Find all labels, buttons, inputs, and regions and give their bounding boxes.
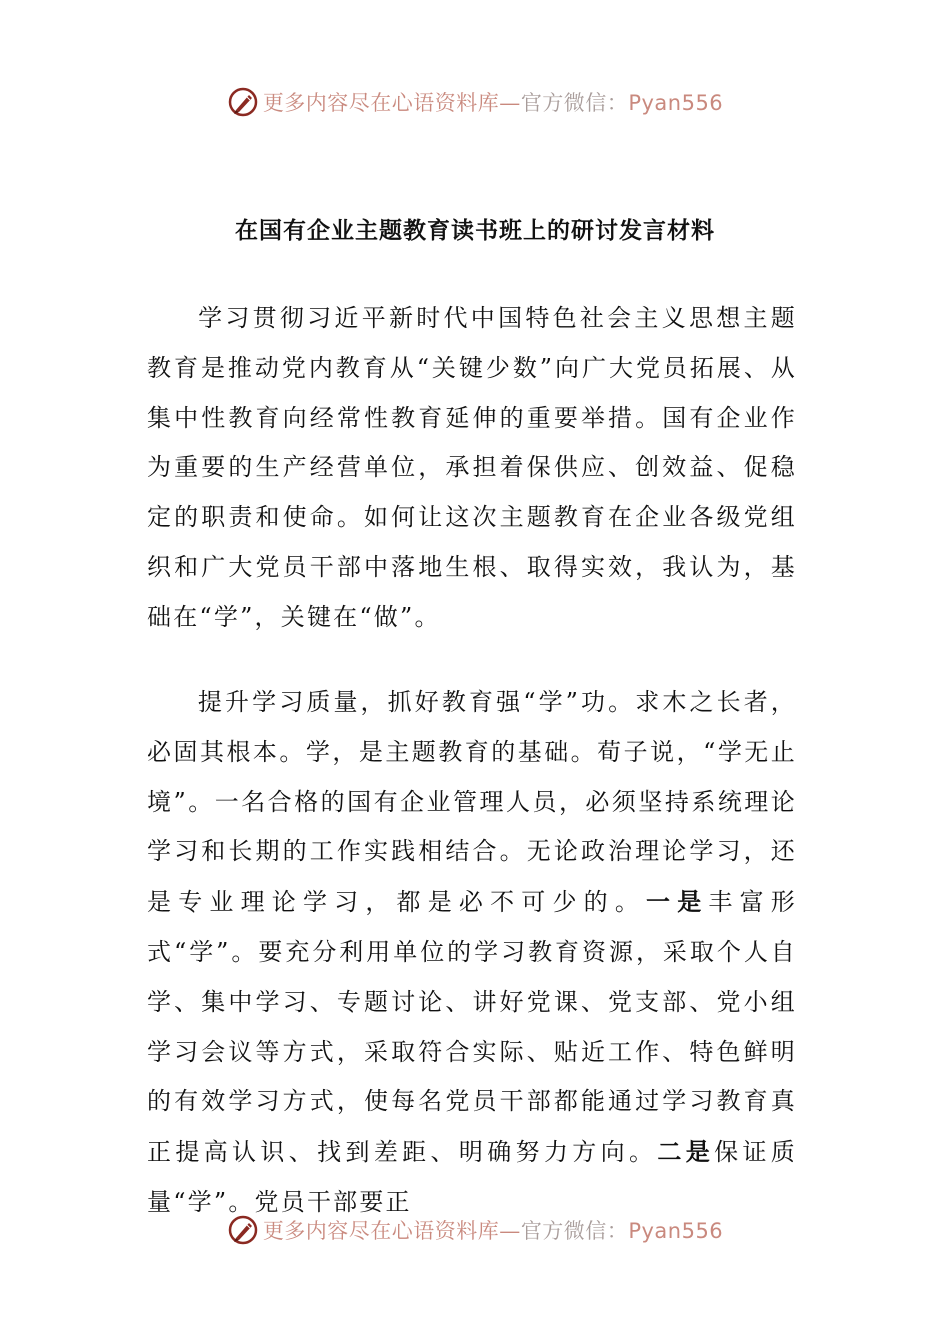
paragraph-2-text-c: 保证质量“学”。党员干部要正 <box>147 1138 798 1216</box>
banner-text: 更多内容尽在心语资料库—官方微信：Pyan556 <box>262 91 724 115</box>
point-two-marker: 二是 <box>657 1137 715 1167</box>
header-banner <box>0 80 950 124</box>
wechat-label: 官方微信： <box>520 91 629 115</box>
wechat-id: Pyan556 <box>628 1219 724 1243</box>
paragraph-1-text: 学习贯彻习近平新时代中国特色社会主义思想主题教育是推动党内教育从“关键少数”向广大党员拓展、从集中性教育向经常性教育延伸的重要举措。国有企业作为重要的生产经营单位，承担着保供应、创效益、促稳定的职责和使命。如何让这次主题教育在企业各级党组织和广大党员干部中落地生根、取得实效，我认为，基础在“学”，关键在“做”。 <box>147 304 797 631</box>
paragraph-2-text-b: 丰富形式“学”。要充分利用单位的学习教育资源，采取个人自学、集中学习、专题讨论、讲好党课、党支部、党小组学习会议等方式，采取符合实际、贴近工作、特色鲜明的有效学习方式，使每名党员干部都能通过学习教育真正提高认识、找到差距、明确努力方向。 <box>147 888 797 1167</box>
point-one-marker: 一是 <box>646 887 709 917</box>
paragraph-2-text-a: 提升学习质量，抓好教育强“学”功。求木之长者，必固其根本。学，是主题教育的基础。荀子说，“学无止境”。一名合格的国有企业管理人员，必须坚持系统理论学习和长期的工作实践相结合。无论政治理论学习，还是专业理论学习，都是必不可少的。 <box>147 688 797 917</box>
wechat-label: 官方微信： <box>520 1219 629 1243</box>
pen-logo-icon <box>227 1214 259 1246</box>
banner-text: 更多内容尽在心语资料库—官方微信：Pyan556 <box>262 1219 724 1243</box>
pen-logo-icon <box>227 86 259 118</box>
wechat-id: Pyan556 <box>628 91 724 115</box>
paragraph-2 <box>147 678 797 1228</box>
document-title: 在国有企业主题教育读书班上的研讨发言材料 <box>235 217 715 244</box>
paragraph-1 <box>147 294 797 643</box>
footer-banner <box>0 1208 950 1252</box>
